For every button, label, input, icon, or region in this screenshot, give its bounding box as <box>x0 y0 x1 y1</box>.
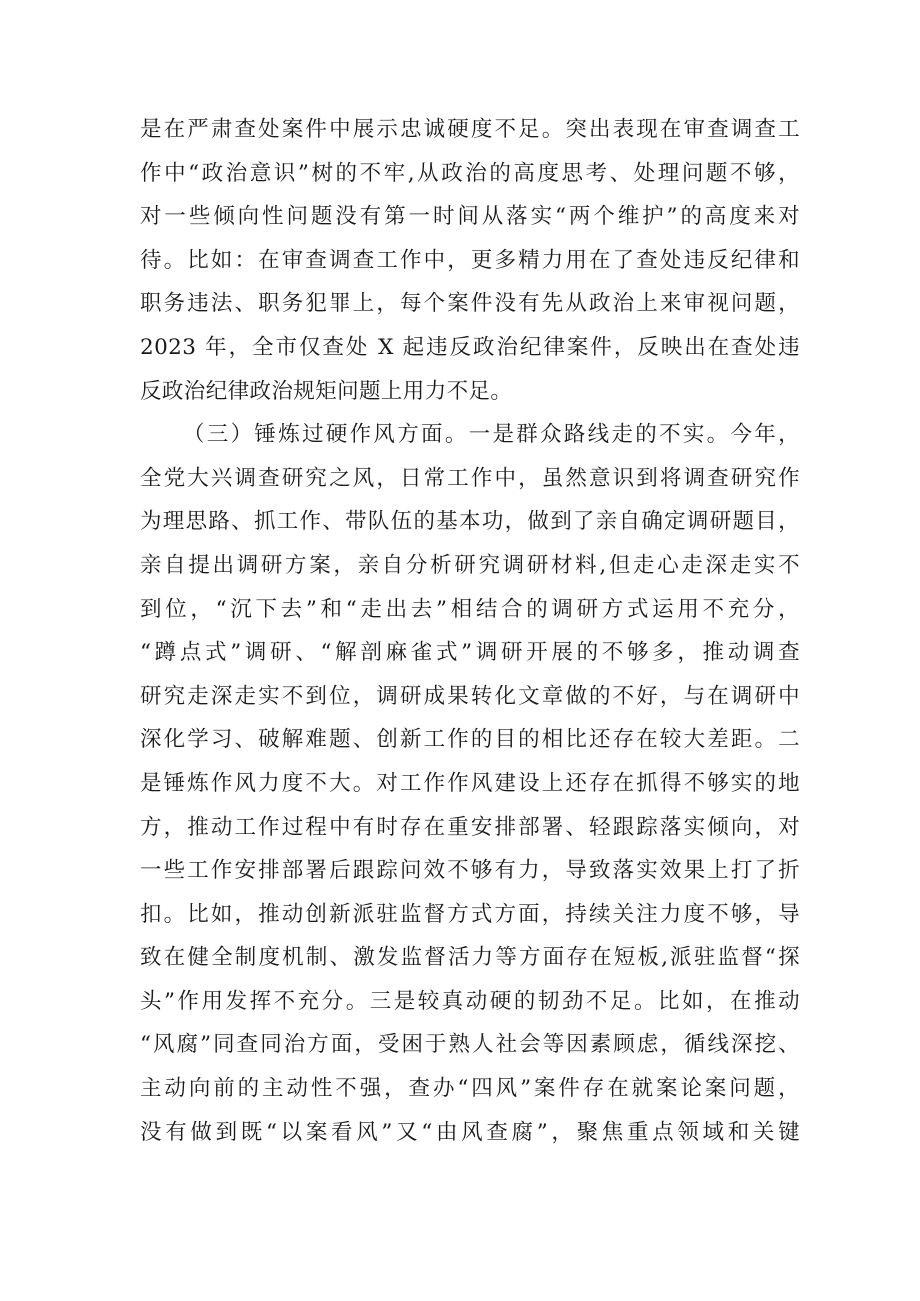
text-line: 对一些倾向性问题没有第一时间从落实“两个维护”的高度来对 <box>140 204 800 230</box>
text-line: 一些工作安排部署后跟踪问效不够有力，导致落实效果上打了折 <box>140 858 800 884</box>
text-line: 方，推动工作过程中有时存在重安排部署、轻跟踪落实倾向，对 <box>140 814 800 840</box>
text-line: 没有做到既“以案看风”又“由风查腐”，聚焦重点领域和关键 <box>140 1119 800 1145</box>
document-body <box>140 108 800 1154</box>
text-line: “蹲点式”调研、“解剖麻雀式”调研开展的不够多，推动调查 <box>140 640 800 666</box>
text-line: 深化学习、破解难题、创新工作的目的相比还存在较大差距。二 <box>140 727 800 753</box>
text-line: 亲自提出调研方案，亲自分析研究调研材料,但走心走深走实不 <box>140 552 800 578</box>
text-line: 扣。比如，推动创新派驻监督方式方面，持续关注力度不够，导 <box>140 901 800 927</box>
text-line: 主动向前的主动性不强，查办“四风”案件存在就案论案问题， <box>140 1076 800 1102</box>
text-line: 致在健全制度机制、激发监督活力等方面存在短板,派驻监督“探 <box>140 945 800 971</box>
text-line: 职务违法、职务犯罪上，每个案件没有先从政治上来审视问题， <box>140 291 800 317</box>
text-line: 头”作用发挥不充分。三是较真动硬的韧劲不足。比如，在推动 <box>140 988 800 1014</box>
text-line: 待。比如：在审查调查工作中，更多精力用在了查处违反纪律和 <box>140 247 800 273</box>
text-line: 反政治纪律政治规矩问题上用力不足。 <box>140 378 513 404</box>
text-line: 为理思路、抓工作、带队伍的基本功，做到了亲自确定调研题目， <box>140 509 800 535</box>
text-line: 是在严肃查处案件中展示忠诚硬度不足。突出表现在审查调查工 <box>140 117 800 142</box>
text-line: 是锤炼作风力度不大。对工作作风建设上还存在抓得不够实的地 <box>140 770 800 796</box>
section-heading-line: （三）锤炼过硬作风方面。一是群众路线走的不实。今年， <box>183 422 800 448</box>
text-line: 研究走深走实不到位，调研成果转化文章做的不好，与在调研中 <box>140 683 800 709</box>
text-line: 作中“政治意识”树的不牢,从政治的高度思考、处理问题不够， <box>140 160 800 186</box>
text-line: 全党大兴调查研究之风，日常工作中，虽然意识到将调查研究作 <box>140 465 800 491</box>
text-line: 2023 年，全市仅查处 X 起违反政治纪律案件，反映出在查处违 <box>140 334 800 360</box>
text-line: 到位，“沉下去”和“走出去”相结合的调研方式运用不充分， <box>140 596 800 622</box>
text-line: “风腐”同查同治方面，受困于熟人社会等因素顾虑，循线深挖、 <box>140 1032 800 1058</box>
